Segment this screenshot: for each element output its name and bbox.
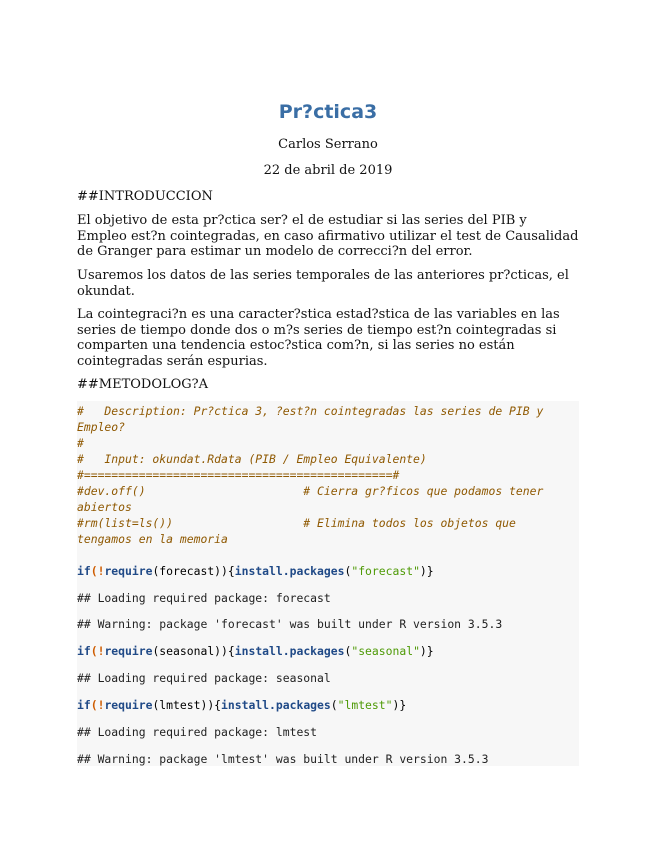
- code-string: "seasonal": [351, 644, 420, 658]
- code-keyword: if: [77, 644, 91, 658]
- code-comment-line: abiertos: [77, 500, 132, 514]
- code-string: "forecast": [351, 564, 420, 578]
- document-date: 22 de abril de 2019: [263, 163, 393, 178]
- code-paren: (: [344, 644, 352, 658]
- code-args: (lmtest)){: [152, 698, 222, 712]
- code-paren: )}: [419, 644, 434, 658]
- code-function: install.packages: [221, 698, 331, 712]
- code-paren: (: [330, 698, 338, 712]
- method-heading: ##METODOLOG?A: [77, 377, 209, 392]
- code-line-require-forecast: [77, 563, 434, 579]
- code-string: "lmtest": [337, 698, 393, 712]
- code-comment-line: #rm(list=ls()) # Elimina todos los objetos que: [77, 516, 516, 530]
- code-args: (seasonal)){: [152, 644, 235, 658]
- code-block: [77, 401, 579, 766]
- code-comment-line: Empleo?: [77, 420, 126, 434]
- code-function: install.packages: [234, 644, 345, 658]
- code-operator: (!: [90, 564, 105, 578]
- code-paren: )}: [419, 564, 434, 578]
- code-comment-line: # Input: okundat.Rdata (PIB / Empleo Equivalente): [77, 452, 427, 466]
- code-keyword: if: [77, 698, 91, 712]
- document-author: Carlos Serrano: [278, 137, 378, 152]
- code-operator: (!: [90, 698, 105, 712]
- code-output-line: ## Loading required package: lmtest: [77, 725, 318, 739]
- code-output-line: ## Warning: package 'lmtest' was built under R version 3.5.3: [77, 752, 489, 766]
- code-function: install.packages: [234, 564, 345, 578]
- code-line-require-seasonal: [77, 643, 434, 659]
- document-title: Pr?ctica3: [278, 101, 378, 123]
- code-args: (forecast)){: [152, 564, 235, 578]
- code-comment-line: #: [77, 436, 84, 450]
- code-function: require: [104, 564, 153, 578]
- code-comment-line: #dev.off() # Cierra gr?ficos que podamos tener: [77, 484, 544, 498]
- code-output-line: ## Loading required package: forecast: [77, 591, 331, 605]
- intro-paragraph: El objetivo de esta pr?ctica ser? el de estudiar si las series del PIB y Empleo est?n cointegradas, en caso afirmativo utilizar el test de Causalidad de Granger para estimar un modelo de correcci?n del error.: [77, 213, 579, 259]
- code-output-line: ## Loading required package: seasonal: [77, 671, 331, 685]
- code-paren: (: [344, 564, 352, 578]
- code-keyword: if: [77, 564, 91, 578]
- code-comment-line: #=============================================#: [77, 468, 400, 482]
- intro-heading: ##INTRODUCCION: [77, 189, 213, 204]
- code-comment-line: tengamos en la memoria: [77, 532, 228, 546]
- code-paren: )}: [392, 698, 407, 712]
- code-output-line: ## Warning: package 'forecast' was built under R version 3.5.3: [77, 617, 503, 631]
- code-comment-line: # Description: Pr?ctica 3, ?est?n cointegradas las series de PIB y: [77, 404, 544, 418]
- code-operator: (!: [90, 644, 105, 658]
- intro-paragraph: La cointegraci?n es una caracter?stica estad?stica de las variables en las series de tiempo donde dos o m?s series de tiempo est?n cointegradas si comparten una tendencia estoc?stica com?n, si las series no están cointegradas serán espurias.: [77, 307, 560, 369]
- intro-paragraph: Usaremos los datos de las series temporales de las anteriores pr?cticas, el okundat.: [77, 268, 569, 299]
- code-function: require: [104, 698, 153, 712]
- code-function: require: [104, 644, 153, 658]
- code-line-require-lmtest: [77, 697, 406, 713]
